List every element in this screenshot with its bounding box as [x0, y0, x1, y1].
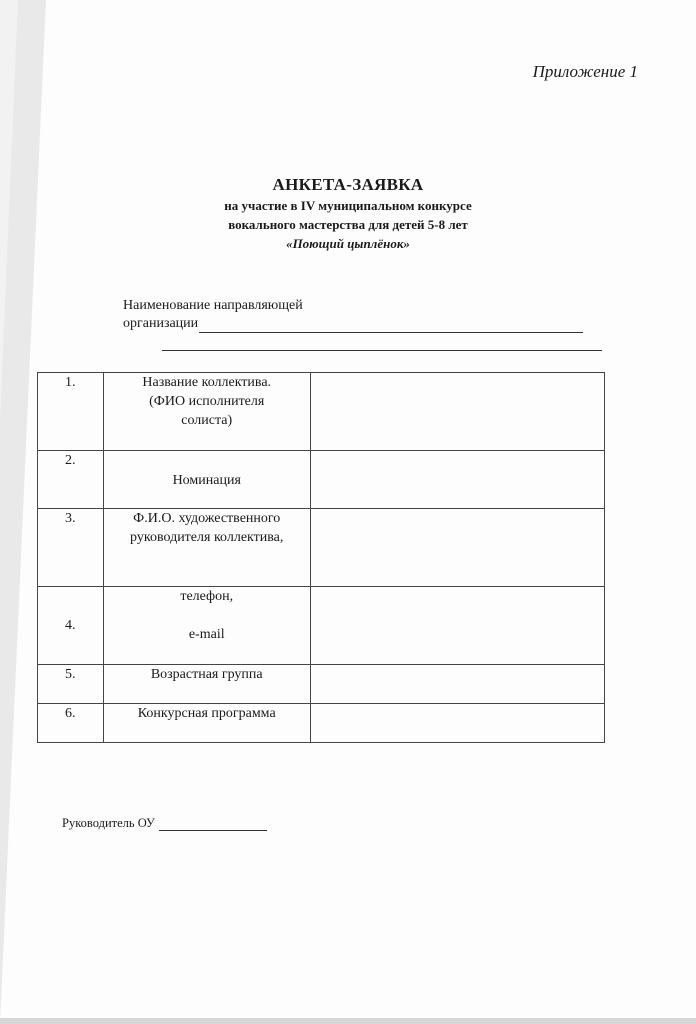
row-label-line: руководителя коллектива,	[130, 530, 284, 545]
row-label	[103, 704, 310, 743]
row-label-line: солиста)	[181, 413, 233, 428]
row-number: 2.	[38, 451, 104, 509]
signature-block	[62, 816, 267, 831]
title-block	[0, 174, 696, 253]
row-label-spacer	[107, 606, 307, 625]
row-label-line: Возрастная группа	[150, 667, 263, 682]
row-label-line: Номинация	[172, 473, 241, 488]
appendix-label: Приложение 1	[532, 62, 638, 81]
row-label	[103, 587, 310, 665]
program-field[interactable]	[310, 704, 604, 743]
organization-input-line-2[interactable]	[162, 350, 602, 351]
row-label-line: Название коллектива.	[142, 375, 272, 390]
row-label	[103, 451, 310, 509]
organization-label-row	[123, 315, 583, 333]
row-number: 1.	[38, 373, 104, 451]
age-group-field[interactable]	[310, 665, 604, 704]
row-label-line: телефон,	[180, 589, 234, 604]
nomination-field[interactable]	[310, 451, 604, 509]
row-label-line: (ФИО исполнителя	[149, 394, 265, 409]
table-row	[38, 373, 605, 451]
table-row	[38, 704, 605, 743]
signature-line[interactable]	[159, 818, 267, 831]
table-row	[38, 587, 605, 665]
table-row	[38, 665, 605, 704]
row-label	[103, 665, 310, 704]
row-number: 6.	[38, 704, 104, 743]
row-label-line: Ф.И.О. художественного	[133, 511, 281, 526]
table-row	[38, 451, 605, 509]
organization-input-line[interactable]	[199, 318, 583, 333]
title-subline-2: вокального мастерства для детей 5-8 лет	[228, 217, 468, 232]
row-number: 5.	[38, 665, 104, 704]
application-form-table	[37, 372, 605, 743]
organization-field	[123, 297, 583, 333]
row-number: 4.	[38, 587, 104, 665]
scan-bottom-edge	[0, 1018, 696, 1024]
row-label	[103, 509, 310, 587]
document-title: АНКЕТА-ЗАЯВКА	[272, 175, 424, 194]
row-label-line: e-mail	[188, 627, 225, 642]
row-label-line: Конкурсная программа	[137, 706, 276, 721]
organization-label-line1: Наименование направляющей	[123, 298, 303, 313]
row-number: 3.	[38, 509, 104, 587]
title-subline-1: на участие в IV муниципальном конкурсе	[224, 198, 472, 213]
organization-label-line2: организации	[123, 316, 199, 331]
collective-name-field[interactable]	[310, 373, 604, 451]
table-row	[38, 509, 605, 587]
signature-label: Руководитель ОУ	[62, 816, 155, 830]
contest-name: «Поющий цыплёнок»	[286, 236, 410, 251]
row-label	[103, 373, 310, 451]
contacts-field[interactable]	[310, 587, 604, 665]
director-name-field[interactable]	[310, 509, 604, 587]
